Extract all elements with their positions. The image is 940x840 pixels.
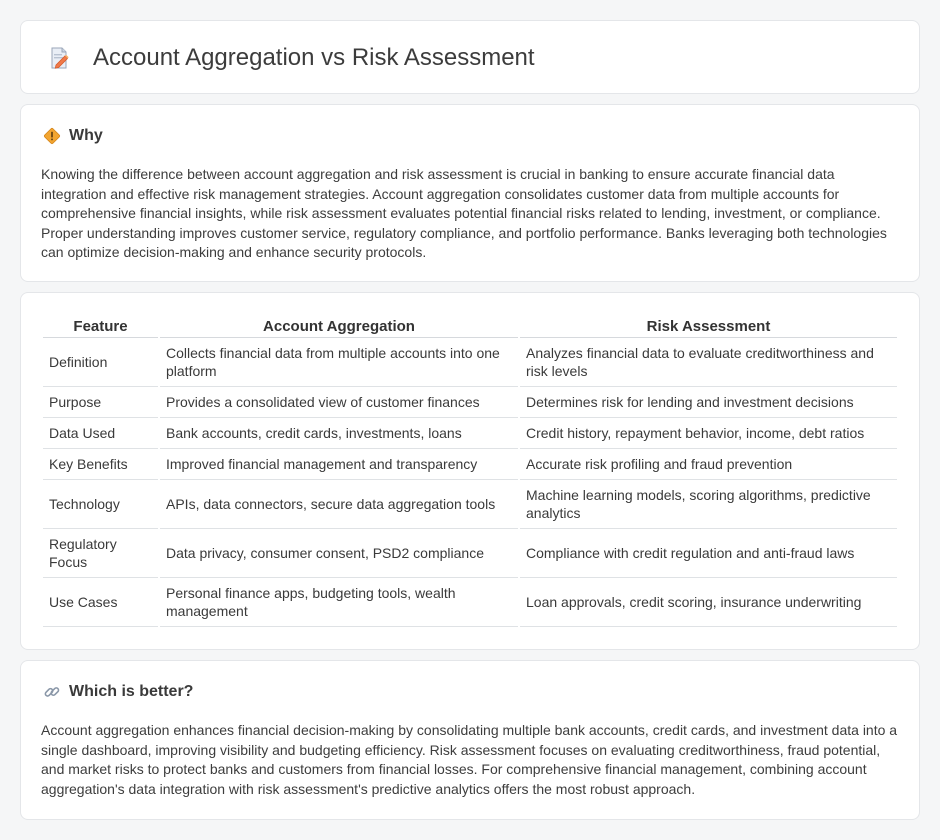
risk-cell: Machine learning models, scoring algorithms, predictive analytics xyxy=(520,480,897,529)
risk-cell: Loan approvals, credit scoring, insurance underwriting xyxy=(520,578,897,627)
better-heading-row xyxy=(43,683,193,701)
risk-cell: Accurate risk profiling and fraud prevention xyxy=(520,449,897,480)
risk-cell: Determines risk for lending and investment decisions xyxy=(520,387,897,418)
diamond-signal-icon xyxy=(43,127,61,145)
document-edit-icon xyxy=(47,46,71,70)
aggregation-cell: Personal finance apps, budgeting tools, wealth management xyxy=(160,578,518,627)
feature-cell: Data Used xyxy=(43,418,158,449)
feature-cell: Definition xyxy=(43,338,158,387)
feature-cell: Key Benefits xyxy=(43,449,158,480)
header-risk-assessment: Risk Assessment xyxy=(520,315,897,338)
link-icon xyxy=(43,683,61,701)
table-row xyxy=(43,418,897,449)
better-text: Account aggregation enhances financial decision-making by consolidating multiple bank accounts, credit cards, and investment data into a single dashboard, improving visibility and budgeting efficiency. Risk assessment focuses on evaluating creditworthiness, fraud potential, and market risks to protect banks and customers from financial losses. For comprehensive financial management, combining account aggregation's data integration with risk assessment's predictive analytics offers the most robust approach. xyxy=(41,722,898,797)
aggregation-cell: Collects financial data from multiple accounts into one platform xyxy=(160,338,518,387)
table-row xyxy=(43,387,897,418)
page-title: Account Aggregation vs Risk Assessment xyxy=(93,44,535,71)
header-feature: Feature xyxy=(43,315,158,338)
title-card xyxy=(20,20,920,94)
aggregation-cell: Data privacy, consumer consent, PSD2 compliance xyxy=(160,529,518,578)
which-is-better-section xyxy=(20,660,920,820)
table-row xyxy=(43,449,897,480)
why-heading: Why xyxy=(69,127,103,144)
aggregation-cell: Provides a consolidated view of customer finances xyxy=(160,387,518,418)
risk-cell: Credit history, repayment behavior, income, debt ratios xyxy=(520,418,897,449)
risk-cell: Compliance with credit regulation and anti-fraud laws xyxy=(520,529,897,578)
table-row xyxy=(43,480,897,529)
why-section xyxy=(20,104,920,282)
why-heading-row xyxy=(43,127,103,145)
better-heading: Which is better? xyxy=(69,683,194,700)
header-account-aggregation: Account Aggregation xyxy=(160,315,518,338)
feature-cell: Technology xyxy=(43,480,158,529)
why-text: Knowing the difference between account aggregation and risk assessment is crucial in banking to ensure accurate financial data integration and effective risk management strategies. Account aggregation consolidates customer data from multiple accounts for comprehensive financial insights, while risk assessment evaluates potential financial risks related to lending, investment, or compliance. Proper understanding improves customer service, regulatory compliance, and portfolio performance. Banks leveraging both technologies can optimize decision-making and enhance security protocols. xyxy=(41,166,887,261)
table-row xyxy=(43,578,897,627)
feature-cell: Use Cases xyxy=(43,578,158,627)
aggregation-cell: APIs, data connectors, secure data aggregation tools xyxy=(160,480,518,529)
table-row xyxy=(43,529,897,578)
comparison-section xyxy=(20,292,920,650)
comparison-table xyxy=(41,315,899,627)
feature-cell: Purpose xyxy=(43,387,158,418)
aggregation-cell: Bank accounts, credit cards, investments, loans xyxy=(160,418,518,449)
risk-cell: Analyzes financial data to evaluate creditworthiness and risk levels xyxy=(520,338,897,387)
table-header-row xyxy=(43,315,897,338)
table-row xyxy=(43,338,897,387)
aggregation-cell: Improved financial management and transparency xyxy=(160,449,518,480)
feature-cell: Regulatory Focus xyxy=(43,529,158,578)
